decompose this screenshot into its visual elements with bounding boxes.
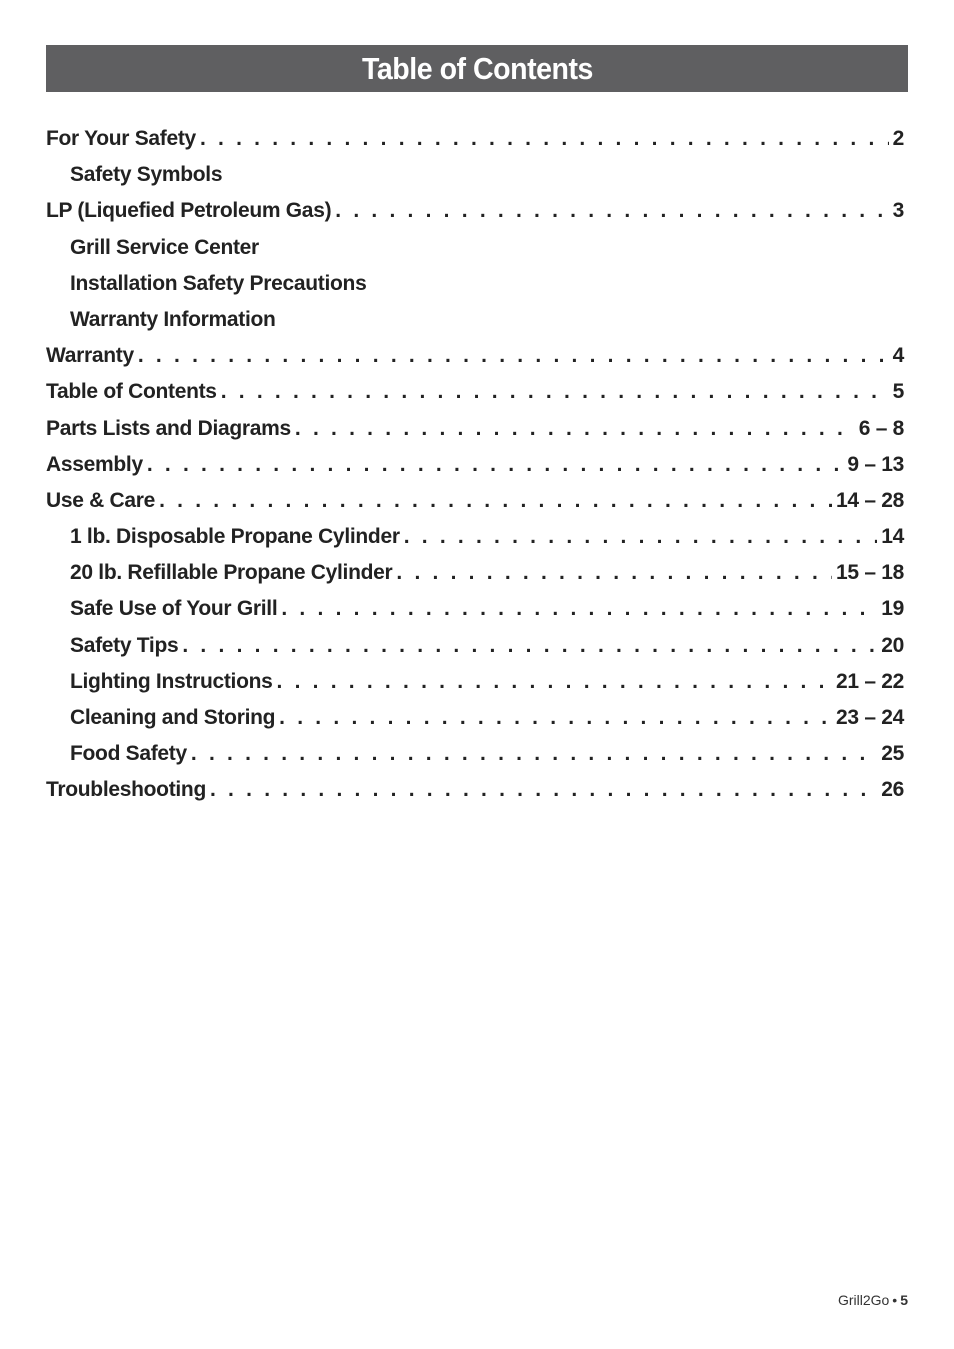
toc-entry-page: 15 – 18 — [836, 561, 904, 585]
toc-entry-page: 2 — [892, 127, 904, 150]
toc-entry-safety-symbols[interactable] — [46, 157, 904, 193]
toc-entry-for-your-safety[interactable] — [46, 121, 904, 157]
toc-entry-label: LP (Liquefied Petroleum Gas) — [46, 199, 332, 223]
toc-entry-label: Cleaning and Storing — [70, 706, 276, 729]
table-of-contents — [46, 121, 904, 809]
toc-entry-label: Safety Symbols — [70, 163, 223, 187]
toc-entry-label: Safe Use of Your Grill — [70, 597, 278, 621]
toc-entry-page: 23 – 24 — [836, 706, 904, 729]
toc-entry-label: Lighting Instructions — [70, 669, 273, 693]
toc-entry-label: Use & Care — [46, 488, 156, 512]
toc-entry-safe-use[interactable] — [46, 591, 904, 627]
toc-entry-page: 6 – 8 — [858, 416, 904, 440]
dot-leader — [182, 628, 877, 664]
dot-leader — [147, 447, 844, 483]
toc-entry-table-of-contents[interactable] — [46, 374, 904, 410]
dot-leader — [281, 591, 877, 627]
dot-leader — [210, 772, 877, 808]
title-bar — [46, 45, 908, 92]
toc-entry-label: 1 lb. Disposable Propane Cylinder — [70, 525, 400, 549]
toc-entry-use-and-care[interactable] — [46, 483, 904, 519]
dot-leader — [191, 736, 877, 772]
dot-leader — [277, 664, 833, 700]
dot-leader — [404, 519, 878, 555]
toc-entry-page: 20 — [881, 633, 904, 657]
dot-leader — [221, 374, 889, 410]
toc-entry-label: Grill Service Center — [70, 235, 259, 259]
toc-entry-warranty[interactable] — [46, 338, 904, 374]
dot-leader — [335, 193, 888, 229]
footer-brand: Grill2Go — [837, 1292, 890, 1308]
toc-entry-page: 3 — [892, 199, 904, 223]
toc-entry-page: 9 – 13 — [847, 452, 904, 476]
footer-separator: • — [892, 1292, 898, 1308]
footer-page-number: 5 — [900, 1292, 908, 1308]
toc-entry-1lb-cylinder[interactable] — [46, 519, 904, 555]
toc-entry-label: Safety Tips — [70, 633, 179, 657]
dot-leader — [200, 121, 889, 157]
toc-entry-lp-gas[interactable] — [46, 193, 904, 229]
toc-entry-label: Assembly — [46, 452, 143, 476]
toc-entry-page: 4 — [892, 344, 904, 368]
toc-entry-page: 21 – 22 — [836, 669, 904, 693]
toc-entry-parts-lists[interactable] — [46, 411, 904, 447]
toc-entry-food-safety[interactable] — [46, 736, 904, 772]
toc-entry-label: Parts Lists and Diagrams — [46, 416, 291, 440]
toc-entry-warranty-information[interactable] — [46, 302, 904, 338]
toc-entry-label: Table of Contents — [46, 380, 217, 404]
toc-entry-page: 25 — [881, 742, 904, 766]
dot-leader — [295, 411, 855, 447]
toc-entry-label: For Your Safety — [46, 127, 196, 150]
toc-entry-lighting-instructions[interactable] — [46, 664, 904, 700]
toc-entry-label: 20 lb. Refillable Propane Cylinder — [70, 561, 393, 585]
page-footer — [838, 1292, 908, 1308]
toc-entry-installation-safety-precautions[interactable] — [46, 266, 904, 302]
dot-leader — [279, 700, 832, 736]
toc-entry-grill-service-center[interactable] — [46, 230, 904, 266]
toc-entry-label: Warranty Information — [70, 307, 276, 331]
toc-entry-page: 19 — [881, 597, 904, 621]
toc-entry-label: Warranty — [46, 344, 134, 368]
toc-entry-page: 14 — [881, 525, 904, 549]
dot-leader — [396, 555, 832, 591]
toc-entry-label: Installation Safety Precautions — [70, 271, 367, 295]
toc-entry-page: 14 – 28 — [836, 488, 904, 512]
toc-entry-page: 26 — [881, 778, 904, 802]
toc-entry-safety-tips[interactable] — [46, 628, 904, 664]
toc-entry-troubleshooting[interactable] — [46, 772, 904, 808]
toc-entry-assembly[interactable] — [46, 447, 904, 483]
toc-entry-label: Troubleshooting — [46, 778, 206, 802]
dot-leader — [159, 483, 832, 519]
dot-leader — [138, 338, 889, 374]
page-title: Table of Contents — [361, 50, 593, 86]
toc-entry-page: 5 — [892, 380, 904, 404]
toc-entry-20lb-cylinder[interactable] — [46, 555, 904, 591]
toc-entry-label: Food Safety — [70, 742, 187, 766]
toc-entry-cleaning-storing[interactable] — [46, 700, 904, 736]
